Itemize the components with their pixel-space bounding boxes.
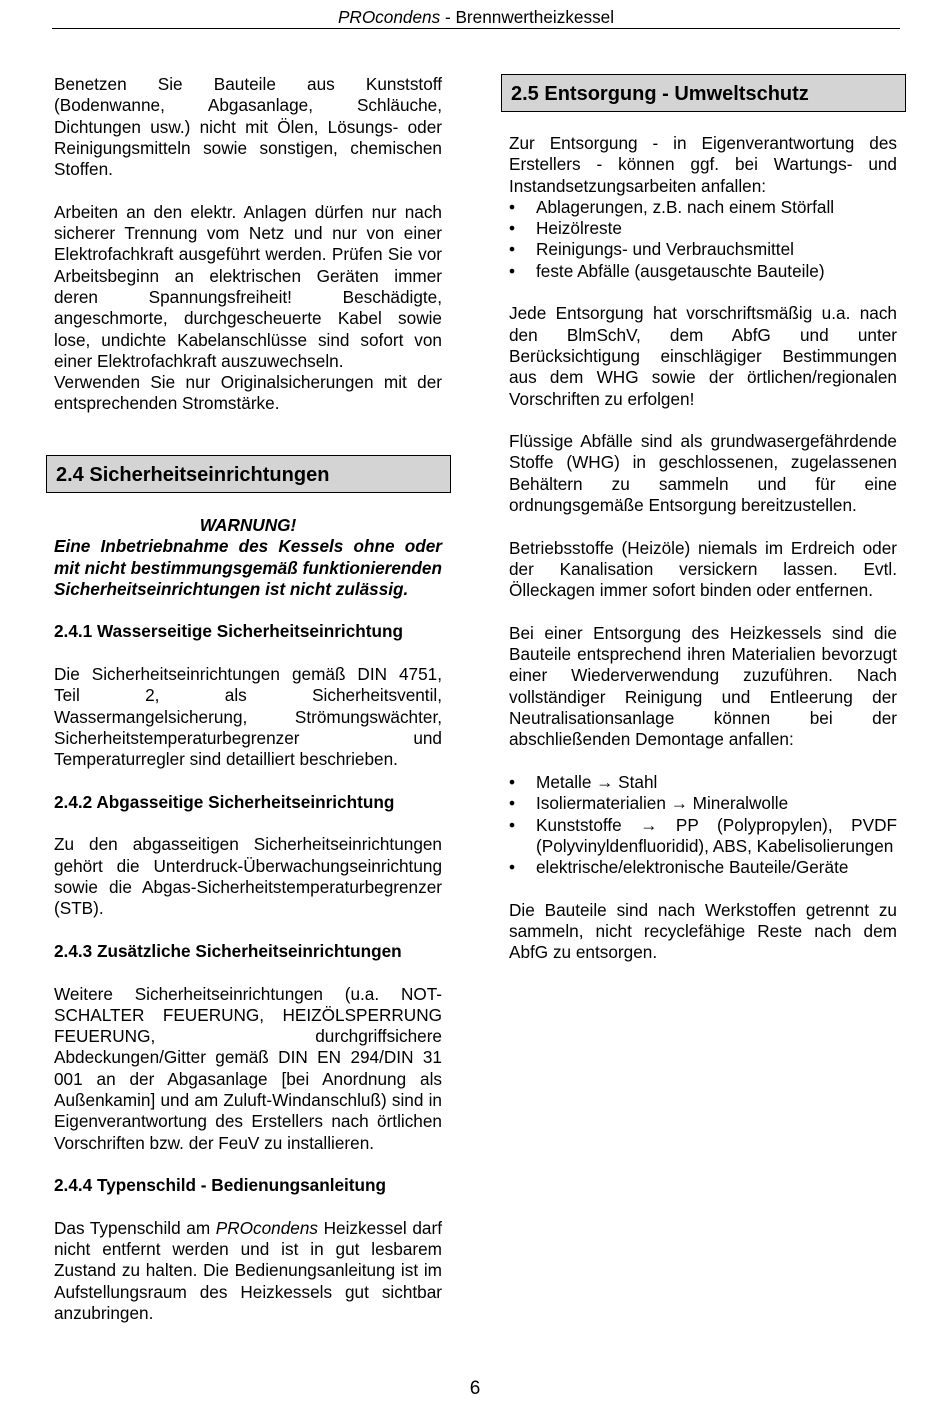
warning-text: Eine Inbetriebnahme des Kessels ohne oder mit nicht bestimmungsgemäß funktionierenden Sicherheitseinrichtungen ist nicht zulässig. bbox=[54, 536, 442, 599]
list-item: • Metalle → Stahl bbox=[509, 772, 897, 793]
paragraph-2-4-1: Die Sicherheitseinrichtungen gemäß DIN 4751, Teil 2, als Sicherheitsventil, Wassermangelsicherung, Strömungswächter, Sicherheitstemperaturbegrenzer und Temperaturregler sind detailliert beschrieben. bbox=[54, 664, 442, 770]
paragraph-separation: Die Bauteile sind nach Werkstoffen getrennt zu sammeln, nicht recyclefähige Reste nach dem AbfG zu entsorgen. bbox=[509, 899, 897, 963]
inline-brand: PROcondens bbox=[215, 1217, 319, 1238]
paragraph-disposal-intro: Zur Entsorgung - in Eigenverantwortung des Erstellers - können ggf. bei Wartungs- und Instandsetzungsarbeiten anfallen: bbox=[509, 133, 897, 196]
paragraph-liquid-waste: Flüssige Abfälle sind als grundwasergefährdende Stoffe (WHG) in geschlossenen, zugelassenen Behältern zu sammeln und für eine ordnungsgemäße Entsorgung bereitzustellen. bbox=[509, 431, 897, 516]
heading-2-4-3: 2.4.3 Zusätzliche Sicherheitseinrichtungen bbox=[54, 940, 402, 961]
list-item: • Heizölreste bbox=[509, 218, 897, 239]
materials-list bbox=[509, 772, 897, 878]
paragraph-2-4-4-end: Heizkessel darf nicht entfernt werden und ist in gut lesbarem Zustand zu halten. Die Bedienungsanleitung ist im Aufstellungsraum des Heizkessels gut sichtbar anzubringen. bbox=[54, 1217, 442, 1323]
header-rule bbox=[52, 28, 900, 29]
heading-2-4-2: 2.4.2 Abgasseitige Sicherheitseinrichtung bbox=[54, 791, 395, 812]
paragraph-regulations: Jede Entsorgung hat vorschriftsmäßig u.a. nach den BlmSchV, dem AbfG und unter Berücksichtigung einschlägiger Bestimmungen aus dem WHG sowie der örtlichen/regionalen Vorschriften zu erfolgen! bbox=[509, 303, 897, 409]
paragraph-fuses: Verwenden Sie nur Originalsicherungen mit der entsprechenden Stromstärke. bbox=[54, 372, 442, 414]
paragraph-2-4-4-start: Das Typenschild am bbox=[54, 1217, 216, 1238]
paragraph-2-4-4 bbox=[54, 1218, 442, 1324]
page-header bbox=[52, 6, 900, 28]
left-column-bottom bbox=[54, 515, 442, 1324]
header-brand: PROcondens bbox=[337, 7, 441, 27]
paragraph-2-4-2: Zu den abgasseitigen Sicherheitseinrichtungen gehört die Unterdruck-Überwachungseinrichtung sowie die Abgas-Sicherheitstemperaturbegrenzer (STB). bbox=[54, 834, 442, 919]
paragraph-operating-fluids: Betriebsstoffe (Heizöle) niemals im Erdreich oder der Kanalisation versickern lassen. Evtl. Ölleckagen immer sofort binden oder entfernen. bbox=[509, 537, 897, 601]
page-number: 6 bbox=[469, 1378, 481, 1399]
left-column-top bbox=[54, 74, 442, 415]
paragraph-boiler-disposal: Bei einer Entsorgung des Heizkessels sind die Bauteile entsprechend ihren Materialien bevorzugt einer Wiederverwendung zuzuführen. Nach vollständiger Reinigung und Entleerung der Neutralisationsanlage können bei der abschließenden Demontage anfallen: bbox=[509, 622, 897, 750]
header-separator: - bbox=[440, 7, 456, 27]
paragraph-2-4-3: Weitere Sicherheitseinrichtungen (u.a. NOT-SCHALTER FEUERUNG, HEIZÖLSPERRUNG FEUERUNG, durchgriffsichere Abdeckungen/Gitter gemäß DIN EN 294/DIN 31 001 an der Abgasanlage [bei Anordnung als Außenkamin] und am Zuluft-Windanschluß) sind in Eigenverantwortung des Erstellers nach örtlichen Vorschriften bzw. der FeuV zu installieren. bbox=[54, 983, 442, 1153]
list-item: • Reinigungs- und Verbrauchsmittel bbox=[509, 239, 897, 260]
paragraph-electrical: Arbeiten an den elektr. Anlagen dürfen nur nach sicherer Trennung vom Netz und nur von einer Elektrofachkraft ausgeführt werden. Prüfen Sie vor Arbeitsbeginn an elektrischen Geräten immer deren Spannungsfreiheit! Beschädigte, angeschmorte, durchgescheuerte Kabel sowie lose, undichte Kabelanschlüsse sind sofort von einer Elektrofachkraft auszuwechseln. bbox=[54, 201, 442, 371]
list-item: • feste Abfälle (ausgetauschte Bauteile) bbox=[509, 261, 897, 282]
paragraph-plastics: Benetzen Sie Bauteile aus Kunststoff (Bodenwanne, Abgasanlage, Schläuche, Dichtungen usw.) nicht mit Ölen, Lösungs- oder Reinigungsmitteln sowie sonstigen, chemischen Stoffen. bbox=[54, 74, 442, 180]
warning-title: WARNUNG! bbox=[199, 515, 297, 535]
waste-list bbox=[509, 197, 897, 282]
section-heading-2-4: 2.4 Sicherheitseinrichtungen bbox=[46, 455, 451, 493]
right-column bbox=[509, 133, 897, 964]
list-item: • Ablagerungen, z.B. nach einem Störfall bbox=[509, 197, 897, 218]
heading-2-4-1: 2.4.1 Wasserseitige Sicherheitseinrichtung bbox=[54, 621, 403, 642]
heading-2-4-4: 2.4.4 Typenschild - Bedienungsanleitung bbox=[54, 1175, 387, 1196]
header-subtitle: Brennwertheizkessel bbox=[455, 7, 615, 27]
list-item: • Kunststoffe → PP (Polypropylen), PVDF (Polyvinyldenfluoridid), ABS, Kabelisolierungen bbox=[509, 815, 897, 858]
list-item: • Isoliermaterialien → Mineralwolle bbox=[509, 793, 897, 814]
list-item: • elektrische/elektronische Bauteile/Geräte bbox=[509, 857, 897, 878]
section-heading-2-5: 2.5 Entsorgung - Umweltschutz bbox=[501, 74, 906, 112]
